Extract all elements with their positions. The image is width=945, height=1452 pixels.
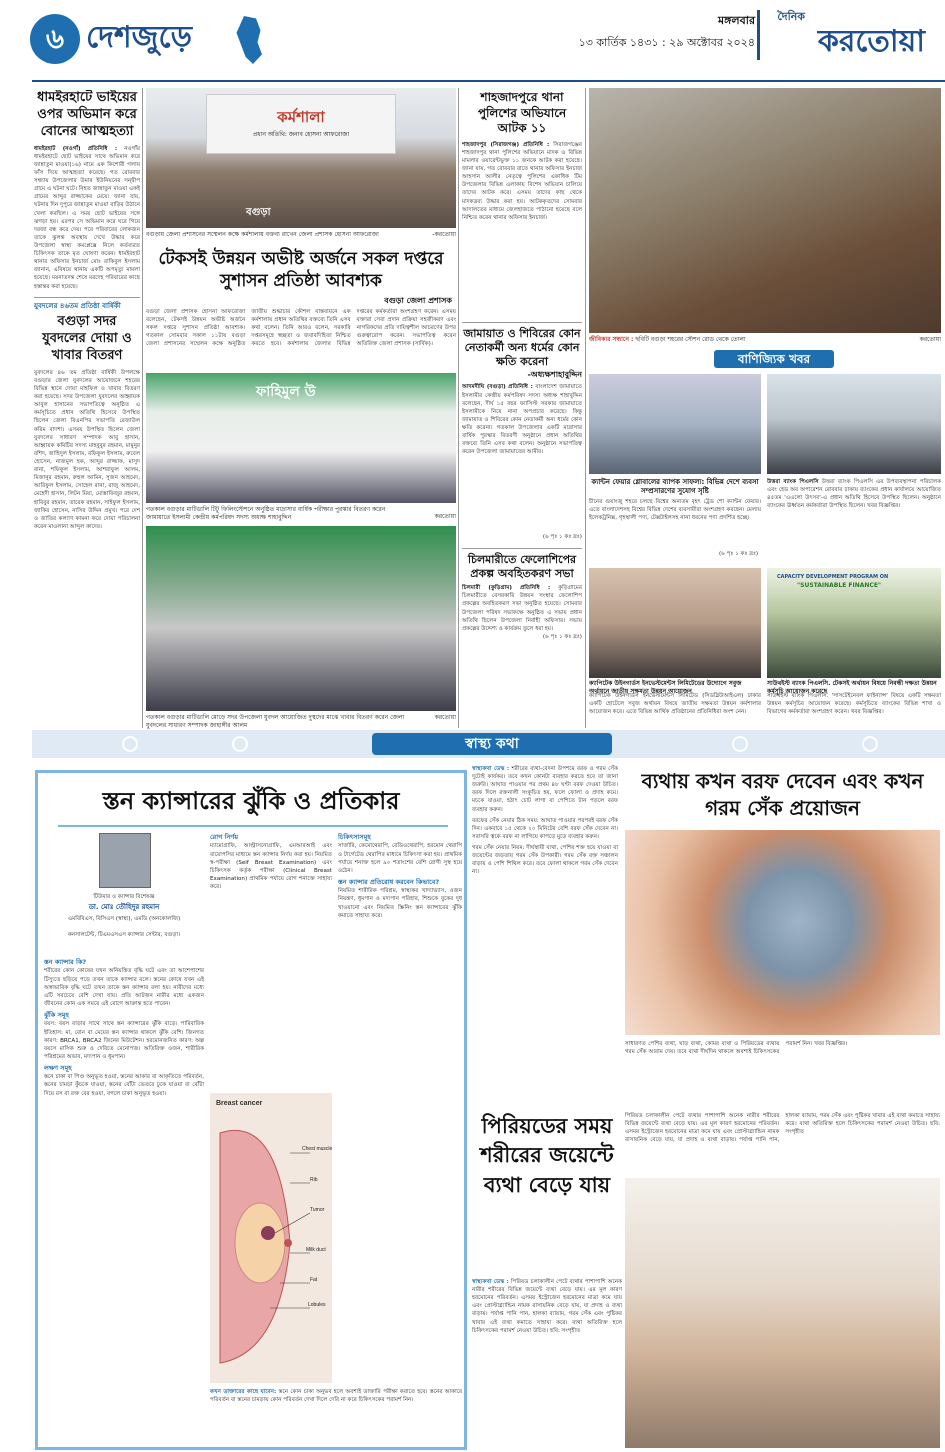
brand-name: করতোয়া xyxy=(817,24,925,59)
medical-cross-icon xyxy=(122,736,138,752)
c1-body: চীনের গুয়াংজু শহরে চলছে বিশ্বের অন্যতম বৃহৎ ট্রেড শো ক্যান্টন ফেয়ার। এতে বাংলাদেশসহ বিশ্বের বিভিন্ন দেশের ব্যবসায়ীরা অংশগ্রহণ করছেন। মেলায় ইলেকট্রনিক্স, গৃহস্থালী পণ্য, টেক্সটাইলসহ নানা ধরনের পণ্য প্রদর্শিত হচ্ছে। xyxy=(589,499,761,522)
label-tumor: Tumor xyxy=(310,1207,325,1213)
cancer-headline: স্তন ক্যান্সারের ঝুঁকি ও প্রতিকার xyxy=(102,787,400,815)
health-section-title: স্বাস্থ্য কথা xyxy=(372,733,612,755)
period-headline: পিরিয়ডের সময় শরীরের জয়েন্টে ব্যথা বেড়ে যায় xyxy=(480,1114,614,1197)
workshop-banner xyxy=(206,94,396,154)
q6-body: নিয়মিত শারীরিক পরিশ্রম, স্বাস্থ্যকর খাদ্যাভ্যাস, ওজন নিয়ন্ত্রণ, ধূমপান ও মদ্যপান পরিহার, শিশুকে বুকের দুধ খাওয়ানো এবং নিয়মিত স্ক্রিনিং স্তন ক্যান্সারের ঝুঁকি কমাতে সাহায্য করে। xyxy=(338,888,462,919)
label-chest-muscles: Chest muscles xyxy=(302,1146,332,1152)
photo-caption: ছবিটি বগুড়া শহরের স্টেশন রোড থেকে তোলা xyxy=(635,336,746,343)
section-title: দেশজুড়ে xyxy=(86,20,192,55)
ice-body3: গরম সেঁক নেয়ার নিয়ম: দীর্ঘস্থায়ী ব্যথা, পেশির শক্ত হয়ে যাওয়া বা জয়েন্টের জড়তায় গরম সেঁক উপকারী। গরম সেঁক রক্ত সঞ্চালন বাড়ায় ও পেশি শিথিল করে। তবে ফোলা থাকলে গরম সেঁক দেবেন না। xyxy=(472,844,618,876)
nipple xyxy=(284,1239,292,1247)
photo-credit: করতোয়া xyxy=(919,336,941,343)
uttara-bank-photo xyxy=(767,374,941,474)
c2-body: উত্তরা ব্যাংক পিএলসি এর উপব্যবস্থাপনা পরিচালক এবং হেড অব অপারেশন রোববার ঢাকায় ব্যাংকের প্রধান কার্যালয়ে আয়োজিত ৪৫তম 'এএলো উৎসব'-এ প্রধান অতিথি হিসেবে উপস্থিত ছিলেন। অনুষ্ঠানে ব্যাংকের ঊর্ধ্বতন কর্মকর্তারা উপস্থিত ছিলেন। খবর বিজ্ঞপ্তির। xyxy=(767,479,941,510)
workshop-photo xyxy=(146,88,456,228)
award-banner: ফাহিমুল উ xyxy=(256,384,316,400)
q7-body: স্তনে কোন চাকা অনুভব হলে অবশ্যই ডাক্তারি পরীক্ষা করাতে হবে। স্তনের আকারে পরিবর্তন বা স্তনের চামড়ায় কোন পরিবর্তন দেখা দিলে দেরি না করে চিকিৎসকের পরামর্শ নিন। xyxy=(210,1389,462,1404)
story3-jump: (৬ পৃঃ ১ কঃ দ্রঃ) xyxy=(542,633,582,640)
col3 xyxy=(462,90,582,730)
ice-body4: সাধারণত পেশির ব্যথা, ঘাড় ব্যথা, কোমর ব্যথা ও পিরিয়ডের ব্যথায় গরম সেঁক আরাম দেয়। তবে ব্যথা দীর্ঘদিন থাকলে অবশ্যই চিকিৎসকের পরামর্শ নিন। খবর বিজ্ঞপ্তির। xyxy=(625,1041,848,1056)
col2 xyxy=(146,88,456,730)
cancer-col2 xyxy=(210,833,332,1083)
story1-body: সিরাজগঞ্জের শাহজাদপুর থানা পুলিশের অভিযানে মাদক ও বিভিন্ন মামলার ওয়ারেন্টভুক্ত ১১ জনকে আটক করা হয়েছে। জানা যায়, গত রোববার রাতে থানার অফিসার ইনচার্জ আহসান আলীর নেতৃত্বে পুলিশের একাধিক টিম উপজেলার বিভিন্ন এলাকায় বিশেষ অভিযান চালিয়ে তাদের আটক করে। এসময় তাদের কাছ থেকে মাদকদ্রব্য উদ্ধার করা হয়। আটককৃতদের সোমবার আদালতের মাধ্যমে জেলহাজতে পাঠানো হয়েছে বলে নিশ্চিত করেন থানার অফিসার ইনচার্জ। xyxy=(462,141,582,221)
banner-title: কর্মশালা xyxy=(277,108,325,126)
bangladesh-map-icon xyxy=(235,16,265,64)
c3-body: ক্যাপিটেক উইনগার্ডস ইনভেস্টমেন্টস লিমিটেড (সিডব্লিউআইএল) ঢাকার একটি হোটেলে সবুজ অর্থায়ন বিষয়ে জাতীয় সক্ষমতা উন্নয়ন কর্মশালার আয়োজন করে। এতে বিভিন্ন আর্থিক প্রতিষ্ঠানের প্রতিনিধিরা অংশ নেন। xyxy=(589,693,761,716)
story-body: বগুড়া জেলা প্রশাসক হোসনা আফরোজা বলেছেন, টেকসই উন্নয়ন অভীষ্ট অর্জনে সকল দপ্তরে সুশাসন প্রতিষ্ঠা আবশ্যক। গতকাল সোমবার সকাল ১১টায় বগুড়া জেলা প্রশাসনের সম্মেলন কক্ষে অনুষ্ঠিত জাতীয় শুদ্ধাচার কৌশল বাস্তবায়নে এক কর্মশালায় প্রধান অতিথির বক্তব্যে তিনি এসব কথা বলেন। তিনি আরও বলেন, সরকারি দপ্তরসমূহে স্বচ্ছতা ও জবাবদিহিতা নিশ্চিত করতে হবে। কর্মশালায় জেলার বিভিন্ন দপ্তরের কর্মকর্তারা অংশগ্রহণ করেন। এসময় বক্তারা সেবা প্রদান প্রক্রিয়া সহজীকরণ এবং নাগরিকদের প্রতি দায়িত্বশীল আচরণের উপর গুরুত্বারোপ করেন। সভাপতিত্ব করেন অতিরিক্ত জেলা প্রশাসক (সার্বিক)। xyxy=(146,309,456,348)
period-top-text: পিরিয়ড চলাকালীন পেটে ব্যথার পাশাপাশি অনেক নারীর শরীরের বিভিন্ন জয়েন্টে ব্যথা বেড়ে যায়। এর মূল কারণ হরমোনের পরিবর্তন। এসময় ইস্ট্রোজেন হরমোনের মাত্রা কমে যায় এবং প্রোস্টাগ্ল্যান্ডিন নামক রাসায়নিক বেড়ে যায়, যা প্রদাহ ও ব্যথা বাড়ায়। পর্যাপ্ত পানি পান, হালকা ব্যায়াম, গরম সেঁক এবং পুষ্টিকর খাবার এই ব্যথা কমাতে সাহায্য করে। ব্যথা অতিরিক্ত হলে চিকিৎসকের পরামর্শ নেওয়া উচিত। ছবি: সংগৃহীত xyxy=(625,1113,940,1144)
q6-heading: স্তন ক্যান্সার প্রতিরোধ করবেন কিভাবে? xyxy=(338,877,440,886)
photo1-credit: -করতোয়া xyxy=(432,231,456,238)
q3-heading: লক্ষণ সমূহ xyxy=(44,1063,72,1072)
col1 xyxy=(34,90,140,730)
photo3-credit: করতোয়া xyxy=(434,714,456,721)
commerce-header: বাণিজ্যিক খবর xyxy=(714,350,834,368)
label-rib: Rib xyxy=(310,1177,318,1183)
story1-headline: শাহজাদপুরে থানা পুলিশের অভিযানে আটক ১১ xyxy=(477,90,567,136)
story2-byline: আদমদীঘি (বগুড়া) প্রতিনিধি : xyxy=(462,384,533,391)
sustain-banner: "SUSTAINABLE FINANCE" xyxy=(797,582,882,589)
health-band xyxy=(32,730,945,758)
story2-jump: (৬ পৃঃ ১ কঃ দ্রঃ) xyxy=(542,534,582,541)
period-body: পিরিয়ড চলাকালীন পেটে ব্যথার পাশাপাশি অনেক নারীর শরীরের বিভিন্ন জয়েন্টে ব্যথা বেড়ে যায়। এর মূল কারণ হরমোনের পরিবর্তন। এসময় ইস্ট্রোজেন হরমোনের মাত্রা কমে যায় এবং প্রোস্টাগ্ল্যান্ডিন নামক রাসায়নিক বেড়ে যায়, যা প্রদাহ ও ব্যথা বাড়ায়। পর্যাপ্ত পানি পান, হালকা ব্যায়াম, গরম সেঁক এবং পুষ্টিকর খাবার এই ব্যথা কমাতে সাহায্য করে। ব্যথা অতিরিক্ত হলে চিকিৎসকের পরামর্শ নেওয়া উচিত। ছবি: সংগৃহীত xyxy=(472,1279,622,1334)
title-rule xyxy=(58,825,448,827)
q4-body: ম্যামোগ্রাফি, আল্ট্রাসনোগ্রাফি, এমআরআই এবং বায়োপসির মাধ্যমে স্তন ক্যান্সার নির্ণয় করা হয়। নিয়মিত স্ব-পরীক্ষা (Self Breast Examination) এবং চিকিৎসক কর্তৃক পরীক্ষা (Clinical Breast Examination) প্রাথমিক পর্যায়ে রোগ শনাক্তে সাহায্য করে। xyxy=(210,843,332,890)
story2-headline: জামায়াত ও শিবিরের কোন নেতাকর্মী অন্য ধর্মের কোন ক্ষতি করেনা xyxy=(462,322,582,370)
story1-byline: শাহজাদপুর (সিরাজগঞ্জ) প্রতিনিধি : xyxy=(462,141,550,148)
q1-heading: স্তন ক্যান্সার কি? xyxy=(44,958,87,966)
col-divider xyxy=(585,88,586,728)
cancer-col1 xyxy=(44,958,204,1443)
waste-picker-photo xyxy=(589,88,941,333)
issue-date: ১৩ কার্তিক ১৪৩১ : ২৯ অক্টোবর ২০২৪ xyxy=(578,36,755,49)
period-body-col xyxy=(472,1278,622,1448)
award-photo xyxy=(146,373,456,503)
breast-cancer-article xyxy=(35,770,467,1450)
story2-attribution: -অধ্যক্ষশাহাবুদ্দিন xyxy=(527,369,582,379)
fat-tissue xyxy=(235,1203,285,1283)
author-degrees: এমবিবিএস, বিসিএস (স্বাস্থ্য), এমডি (অনকোলজি) xyxy=(67,916,181,922)
story2-body: যুবদলের ৪৬ তম প্রতিষ্ঠা বার্ষিকী উপলক্ষে বগুড়ার জেলা যুবদলের আয়োজনে শহরের বিভিন্ন স্থানে দোয়া মাহফিল ও খাবার বিতরণ করা হয়েছে। সদর উপজেলা যুবদলের আহ্বায়ক আবুল হাসানের সভাপতিত্বে অনুষ্ঠিত এ কর্মসূচিতে প্রধান অতিথি হিসেবে উপস্থিত ছিলেন জেলা বিএনপির সভাপতি রেজাউল করিম বাদশা। এসময় উপস্থিত ছিলেন জেলা যুবদলের সাধারণ সম্পাদক আবু হাসান, আহ্বায়ক কমিটির সদস্য মাহবুবুর রহমান, মামুনুর রশিদ, জাহিদুল ইসলাম, রফিকুল ইসলাম, রুবেল হোসেন, নাজমুল হক, আব্দুর রাজ্জাক, মাসুদ রানা, শফিকুল ইসলাম, আশরাফুল আলম, মিজানুর রহমান, রুহুল আমিন, সুজন আহমেদ, আরিফুল ইসলাম, সোহেল রানা, রাজু আহমেদ, মেহেদী হাসান, লিটন মিয়া, মোস্তাফিজুর রহমান, হাবিবুর রহমান, তারেক রহমান, সাইফুল ইসলাম, জাকির হোসেন, নাসির উদ্দিন প্রমুখ। পরে দেশ ও জাতির কল্যাণ কামনা করে দোয়া পরিচালনা করেন মাওলানা আব্দুল কাদের। xyxy=(34,369,140,530)
c3-headline: ক্যাপিটেক উইনগার্ডস ইনভেস্টমেন্টস লিমিটেডের উদ্যোগে সবুজ অর্থায়নে জাতীয় সক্ষমতা উন্নয়ন আয়োজন xyxy=(589,680,742,695)
c1-headline: ক্যান্টন ফেয়ার গ্লোবালের ব্যাপক সাফল্য: বিভিন্ন দেশে ব্যবসা সম্প্রসারণের সুযোগ সৃষ্টি xyxy=(591,478,759,496)
story3-headline: চিলমারীতে ফেলোশিপের প্রকল্প অবহিতকরণ সভা xyxy=(462,548,582,582)
q3-body: স্তনে চাকা বা পিণ্ড অনুভূত হওয়া, স্তনের আকার বা আকৃতিতে পরিবর্তন, স্তনের চামড়া কুঁচকে যাওয়া, স্তনের বোঁটা ভেতরে ঢুকে যাওয়া বা বোঁটা দিয়ে রস বা রক্ত বের হওয়া, বগলে চাকা অনুভূত হওয়া। xyxy=(44,1074,204,1097)
author-place: কনসালটেন্ট, টিএমএসএস ক্যান্সার সেন্টার, বগুড়া। xyxy=(67,932,181,938)
tumor-mark xyxy=(261,1226,275,1240)
author-photo xyxy=(99,833,151,888)
pill-icon xyxy=(862,736,878,752)
ice-body2: বরফের সেঁক নেয়ার ঠিক সময়: আঘাত পাওয়ার পরপরই বরফ সেঁক দিন। একবারে ১৫ থেকে ২০ মিনিটের বেশি বরফ সেঁক দেবেন না। সরাসরি ত্বকে বরফ না লাগিয়ে কাপড়ে মুড়ে ব্যবহার করুন। xyxy=(472,817,618,840)
masthead xyxy=(0,0,945,78)
period-pain-photo xyxy=(625,1178,940,1448)
col-divider xyxy=(142,88,143,728)
story1-byline: ধামইরহাট (নওগাঁ) প্রতিনিধি : xyxy=(34,145,118,152)
southeast-bank-photo xyxy=(767,568,941,678)
diagram-title: Breast cancer xyxy=(216,1100,263,1107)
cancer-col-bottom xyxy=(210,1388,462,1446)
q7-heading: কখন ডাক্তারের কাছে যাবেন: xyxy=(210,1389,277,1395)
q5-heading: চিকিৎসাসমূহ xyxy=(338,833,371,841)
story2-headline: বগুড়া সদর যুবদলের দোয়া ও খাবার বিতরণ xyxy=(42,314,132,363)
story1-body: নওগাঁর ধামইরহাটে ছোট ভাইয়ের সাথে অভিমান করে জান্নাতুন মাওয়া(১৬) নামে এক কিশোরী গলায় ফাঁস দিয়ে আত্মহত্যা করেছে। গত রোববার সন্ধ্যায় উপজেলার উমার ইউনিয়নের সন্দ্বীপ গ্রামে এ ঘটনা ঘটে। নিহত জান্নাতুন মাওয়া একই গ্রামের আব্দুর রাজ্জাকের মেয়ে। জানা যায়, ঘটনার দিন দুপুরে জান্নাতুন মাওয়া বাড়ির উঠানে খেলা করছিল। এ সময় ছোট ভাইয়ের সঙ্গে ঝগড়া হয়। এরপর সে অভিমান করে ঘরে গিয়ে দরজা বন্ধ করে দেয়। পরে পরিবারের লোকজন তাকে ঝুলন্ত অবস্থায় দেখে উদ্ধার করে উপজেলা স্বাস্থ্য কমপ্লেক্সে নিলে কর্তব্যরত চিকিৎসক তাকে মৃত ঘোষণা করেন। ধামইরহাট থানার অফিসার ইনচার্জ মোঃ রাকিবুল ইসলাম জানান, এবিষয়ে থানায় একটি অপমৃত্যু মামলা হয়েছে। ময়নাতদন্ত শেষে মরদেহ পরিবারের কাছে হস্তান্তর করা হয়েছে। xyxy=(34,145,140,290)
col4 xyxy=(589,88,941,730)
q2-body: বয়স: বয়স বাড়ার সাথে সাথে স্তন ক্যান্সারের ঝুঁকি বাড়ে। পারিবারিক ইতিহাস: মা, বোন বা মেয়ের স্তন ক্যান্সার থাকলে ঝুঁকি বেশি। জিনগত কারণ: BRCA1, BRCA2 জিনের মিউটেশন। হরমোনজনিত কারণ: অল্প বয়সে মাসিক শুরু ও দেরিতে মেনোপজ। অতিরিক্ত ওজন, শারীরিক পরিশ্রমের অভাব, মদ্যপান ও ধূমপান। xyxy=(44,1021,204,1060)
photo2-caption: গতকাল বগুড়ার মাটিডালি টিটু ফিলিংস্টেশনে অনুষ্ঠিত মাদ্রাসার বার্ষিক পরীক্ষার পুরস্কার বিতরণ করেন জামায়াতে ইসলামী কেন্দ্রীয় কর্মপরিষদ সদস্য অধ্যক্ষ শাহাবুদ্দিন xyxy=(146,506,386,522)
period-title-box xyxy=(472,1112,622,1272)
capacity-banner: CAPACITY DEVELOPMENT PROGRAM ON xyxy=(777,574,889,580)
food-distribution-photo xyxy=(146,526,456,711)
weekday: মঙ্গলবার xyxy=(718,14,755,27)
section-logo xyxy=(30,8,270,70)
capitec-photo xyxy=(589,568,761,678)
story1-headline: ধামইরহাটে ভাইয়ের ওপর অভিমান করে বোনের আত্মহত্যা xyxy=(37,90,137,139)
story3-byline: চিলমারী (কুড়িগ্রাম) প্রতিনিধি : xyxy=(462,585,551,592)
cancer-col3 xyxy=(338,833,462,1183)
anatomy-svg xyxy=(210,1093,332,1383)
photo3-caption: গতকাল বগুড়ার মাটিডালি মোড়ে সদর উপজেলা যুবদল আয়োজিত দুস্থদের মাঝে খাবার বিতরণ করেন জেলা যুবদলের সাধারণ সম্পাদক জাহাঙ্গীর আলম xyxy=(146,714,405,730)
c4-headline: সাউথইস্ট ব্যাংক পিএলসি. টেকসই অর্থায়ন বিষয়ে নিবন্ধী দক্ষতা উন্নয়ন কর্মসূচি আয়োজন করেছে xyxy=(767,680,937,695)
story-attribution: বগুড়া জেলা প্রশাসক xyxy=(384,296,452,305)
photo-caption-lead: জীবিকার সন্ধানে : xyxy=(589,336,634,343)
q2-heading: ঝুঁকি সমূহ xyxy=(44,1010,69,1019)
story2-body: বাংলাদেশ জামায়াতে ইসলামীর কেন্দ্রীয় কর্মপরিষদ সদস্য অধ্যক্ষ শাহাবুদ্দিন বলেছেন, দীর্ঘ ১৫ বছর ফ্যাসিস্ট সরকার জামায়াতে ইসলামীকে নিয়ে নানা অপপ্রচার করেছে। কিন্তু জামায়াত ও শিবিরের কোন নেতাকর্মী অন্য ধর্মের কোন ক্ষতি করেনা। গতকাল উপজেলার একটি মাদ্রাসার বার্ষিক পুরস্কার বিতরণী অনুষ্ঠানে প্রধান অতিথির বক্তব্যে তিনি এসব কথা বলেন। অনুষ্ঠানে সভাপতিত্ব করেন উপজেলা জামায়াতের আমীর। xyxy=(462,384,582,456)
banner-subtitle: প্রধান অতিথি: জনাব হোসনা আফরোজা xyxy=(252,131,350,139)
breast-anatomy-diagram xyxy=(210,1093,332,1383)
ice-heat-text xyxy=(472,765,618,1105)
photo2-credit: করতোয়া xyxy=(434,513,456,520)
period-byline: স্বাস্থ্যকথা ডেস্ক : xyxy=(472,1279,509,1285)
q5-body: সার্জারি, কেমোথেরাপি, রেডিওথেরাপি, হরমোন থেরাপি ও টার্গেটেড থেরাপির মাধ্যমে চিকিৎসা করা হয়। প্রাথমিক পর্যায়ে শনাক্ত হলে ৯০ শতাংশের বেশি রোগী সুস্থ হয়ে ওঠেন। xyxy=(338,843,462,874)
c4-body: সাউথইস্ট ব্যাংক পিএলসি. 'সাসটেইনেবল ফাইন্যান্স' বিষয়ে একটি সক্ষমতা উন্নয়ন কর্মসূচির আয়োজন করেছে। কর্মসূচিতে ব্যাংকের বিভিন্ন শাখা ও বিভাগের কর্মকর্তারা অংশগ্রহণ করেন। খবর বিজ্ঞপ্তির। xyxy=(767,693,941,716)
stethoscope-icon xyxy=(232,736,248,752)
q1-body: শরীরের কোন কোষের যখন অনিয়ন্ত্রিত বৃদ্ধি ঘটে এবং তা আশেপাশের টিস্যুতে ছড়িয়ে পড়ে তখন তাকে ক্যান্সার বলে। স্তনের কোষে যখন এই অস্বাভাবিক বৃদ্ধি ঘটে তখন তাকে স্তন ক্যান্সার বলা হয়। নারীদের মধ্যে এটি সবচেয়ে বেশি দেখা যায়। প্রতি আটজন নারীর মধ্যে একজন জীবনের কোন এক সময়ে এই রোগে আক্রান্ত হতে পারেন। xyxy=(44,968,204,1007)
brand-prefix: দৈনিক xyxy=(777,10,805,23)
c2-headline: উত্তরা ব্যাংক পিএলসি xyxy=(767,479,819,485)
story3-body: কুড়িগ্রামের চিলমারীতে বেসরকারি উন্নয়ন সংস্থার ফেলোশিপ প্রকল্পের অবহিতকরণ সভা অনুষ্ঠিত হয়েছে। সোমবার উপজেলা পরিষদ সভাকক্ষে অনুষ্ঠিত এ সভায় প্রধান অতিথি ছিলেন উপজেলা নির্বাহী অফিসার। সভায় প্রকল্পের উদ্দেশ্য ও কার্যক্রম তুলে ধরা হয়। xyxy=(462,585,582,632)
ice-byline: স্বাস্থ্যকথা ডেস্ক : xyxy=(472,766,510,772)
label-lobules: Lobules xyxy=(308,1302,326,1308)
story-headline: টেকসই উন্নয়ন অভীষ্ট অর্জনে সকল দপ্তরে সুশাসন প্রতিষ্ঠা আবশ্যক xyxy=(158,249,444,292)
author-role: টিউমার ও ক্যান্সার বিশেষজ্ঞ xyxy=(93,894,155,900)
heart-icon xyxy=(732,736,748,752)
col-divider xyxy=(458,88,459,728)
q4-heading: রোগ নির্ণয় xyxy=(210,833,239,841)
author-name: ডা. মোঃ তৌহিদুর রহমান xyxy=(88,903,160,911)
photo-place-tag: বগুড়া xyxy=(246,207,271,218)
page-number: ৬ xyxy=(30,14,80,64)
label-milk-duct: Milk duct xyxy=(306,1247,326,1253)
ice-pack-photo xyxy=(625,830,940,1035)
author-card xyxy=(44,833,204,953)
photo1-caption: বগুড়ায় জেলা প্রশাসনের সম্মেলন কক্ষে কর্মশালায় বক্তব্য রাখেন জেলা প্রশাসক হোসনা আফরোজা xyxy=(146,231,379,238)
label-fat: Fat xyxy=(310,1277,318,1283)
c1-jump: (৬ পৃঃ ১ কঃ দ্রঃ) xyxy=(719,551,759,557)
brand-divider xyxy=(757,10,760,60)
story2-kicker: যুবদলের ৪৬তম প্রতিষ্ঠা বার্ষিকী xyxy=(34,297,140,311)
ice-headline: ব্যথায় কখন বরফ দেবেন এবং কখন গরম সেঁক প্রয়োজন xyxy=(641,769,924,820)
canton-fair-photo xyxy=(589,374,761,474)
ice-body1: শরীরের ব্যথা-বেদনা উপশমে বরফ ও গরম সেঁক দুটোই কার্যকর। তবে কখন কোনটা ব্যবহার করতে হবে তা জানা জরুরি। আঘাত পাওয়ার পর প্রথম ৪৮ ঘণ্টা বরফ দেওয়া উচিত। বরফ দিলে রক্তনালী সংকুচিত হয়, ফলে ফোলা ও প্রদাহ কমে। মচকে যাওয়া, হঠাৎ চোট লাগা বা পেশিতে টান পড়লে বরফ ব্যবহার করুন। xyxy=(472,766,618,813)
masthead-rule xyxy=(32,80,945,82)
